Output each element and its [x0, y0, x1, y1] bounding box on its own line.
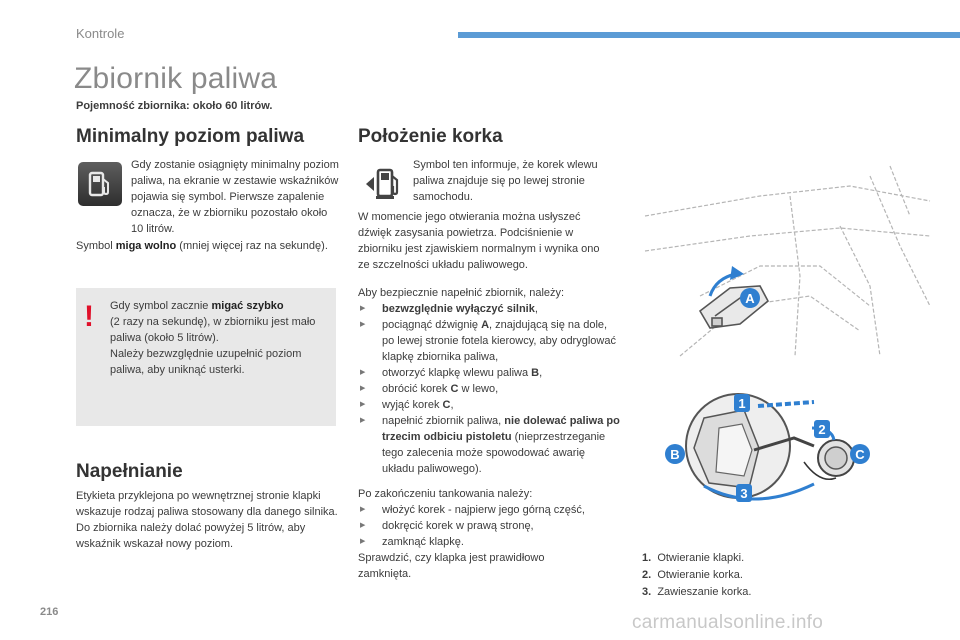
- watermark: carmanualsonline.info: [632, 612, 824, 633]
- tank-capacity: Pojemność zbiornika: około 60 litrów.: [76, 100, 273, 112]
- header-accent-bar: [458, 32, 960, 38]
- step6-post: (nieprzestrzeganie tego zalecenia może spowodować awarię układu paliwowego).: [382, 431, 606, 475]
- min-level-blink: [76, 238, 338, 254]
- caption-item: [642, 550, 751, 567]
- step-1-label: 1: [738, 396, 746, 411]
- refuel-heading: Napełnianie: [76, 461, 183, 482]
- refuel-text: [76, 488, 338, 552]
- cap-intro: Symbol ten informuje, że korek wlewu paliwa znajduje się po lewej stronie samochodu.: [413, 159, 598, 203]
- refuel-p2: Do zbiornika należy dolać powyżej 5 litrów, aby wskaźnik wskazał nowy poziom.: [76, 522, 306, 550]
- caption-item: [642, 567, 751, 584]
- caption-text: Otwieranie korka.: [657, 569, 743, 581]
- refuel-p1: Etykieta przyklejona po wewnętrznej stronie klapki wskazuje rodzaj paliwa stosowany dla danego silnika.: [76, 490, 338, 518]
- list-item: [358, 413, 620, 477]
- page-number: 216: [40, 606, 59, 618]
- after-list: [358, 502, 620, 550]
- step5-pre: wyjąć korek: [382, 399, 443, 411]
- step-3-label: 3: [740, 486, 748, 501]
- caption-num: 1.: [642, 552, 652, 564]
- fuel-cap-illustration: [664, 388, 884, 508]
- list-item: ▶ dokręcić korek w prawą stronę,: [358, 518, 620, 534]
- step3-post: ,: [539, 367, 543, 379]
- steps-intro: Aby bezpiecznie napełnić zbiornik, należy:: [358, 287, 565, 299]
- list-item: [358, 381, 620, 397]
- figure-captions: [642, 550, 751, 601]
- min-level-heading: Minimalny poziom paliwa: [76, 126, 305, 147]
- caption-text: Otwieranie klapki.: [657, 552, 745, 564]
- cap-p1: W momencie jego otwierania można usłyszeć dźwięk zasysania powietrza. Podciśnienie w zbiorniku jest zjawiskiem normalnym i wynika ono ze szczelności układu paliwowego.: [358, 211, 600, 271]
- step3-bold: B: [531, 367, 540, 379]
- label-a: A: [745, 291, 755, 306]
- list-item: [358, 317, 620, 365]
- exclamation-icon: !: [84, 300, 94, 333]
- step3-pre: otworzyć klapkę wlewu paliwa: [382, 367, 532, 379]
- warning-pre: Gdy symbol zacznie: [110, 300, 212, 312]
- label-b: B: [670, 447, 680, 462]
- car-interior-illustration: [640, 156, 940, 366]
- step2-pre: pociągnąć dźwignię: [382, 319, 482, 331]
- fuel-side-icon: [362, 164, 406, 204]
- list-item: [358, 365, 620, 381]
- warning-line3: Należy bezwzględnie uzupełnić poziom paliwa, aby uniknąć usterki.: [110, 348, 302, 376]
- list-item: ▶ zamknąć klapkę.: [358, 534, 620, 550]
- warning-bold: migać szybko: [211, 300, 284, 312]
- list-item: [358, 397, 620, 413]
- step1-post: ,: [534, 303, 538, 315]
- caption-num: 3.: [642, 586, 652, 598]
- blink-pre: Symbol: [76, 240, 116, 252]
- step6-bold: nie dolewać paliwa po trzecim odbiciu pistoletu: [382, 415, 620, 443]
- final-check: Sprawdzić, czy klapka jest prawidłowo zamknięta.: [358, 552, 545, 580]
- step-2-label: 2: [818, 422, 826, 437]
- caption-text: Zawieszanie korka.: [657, 586, 752, 598]
- step5-bold: C: [442, 399, 451, 411]
- step6-pre: napełnić zbiornik paliwa,: [382, 415, 505, 427]
- step4-post: w lewo,: [458, 383, 499, 395]
- min-level-intro: Gdy zostanie osiągnięty minimalny poziom paliwa, na ekranie w zestawie wskaźników pojawia się symbol. Pierwsze zapalenie oznacza, że w zbiorniku pozostało około 10 litrów.: [131, 159, 339, 235]
- step2-bold: A: [481, 319, 490, 331]
- label-c: C: [855, 447, 865, 462]
- blink-bold: miga wolno: [115, 240, 177, 252]
- list-item: [358, 301, 620, 317]
- caption-num: 2.: [642, 569, 652, 581]
- step2-post: , znajdującą się na dole, po lewej stronie fotela kierowcy, aby odryglować klapkę zbiornika paliwa,: [382, 319, 616, 363]
- blink-post: (mniej więcej raz na sekundę).: [176, 240, 328, 252]
- cap-heading: Położenie korka: [358, 126, 503, 147]
- after-intro: Po zakończeniu tankowania należy:: [358, 488, 533, 500]
- page-title: Zbiornik paliwa: [74, 62, 278, 95]
- section-tag: Kontrole: [76, 26, 125, 41]
- step1-bold: bezwzględnie wyłączyć silnik: [382, 303, 535, 315]
- caption-item: [642, 584, 751, 601]
- step4-pre: obrócić korek: [382, 383, 451, 395]
- step4-bold: C: [450, 383, 459, 395]
- warning-line2: (2 razy na sekundę), w zbiorniku jest mało paliwa (około 5 litrów).: [110, 316, 316, 344]
- step5-post: ,: [450, 399, 454, 411]
- warning-text: [110, 298, 330, 378]
- steps-list: [358, 301, 620, 477]
- list-item: ▶ włożyć korek - najpierw jego górną część,: [358, 502, 620, 518]
- warning-line1: [110, 298, 330, 314]
- fuel-pump-icon: [78, 162, 122, 206]
